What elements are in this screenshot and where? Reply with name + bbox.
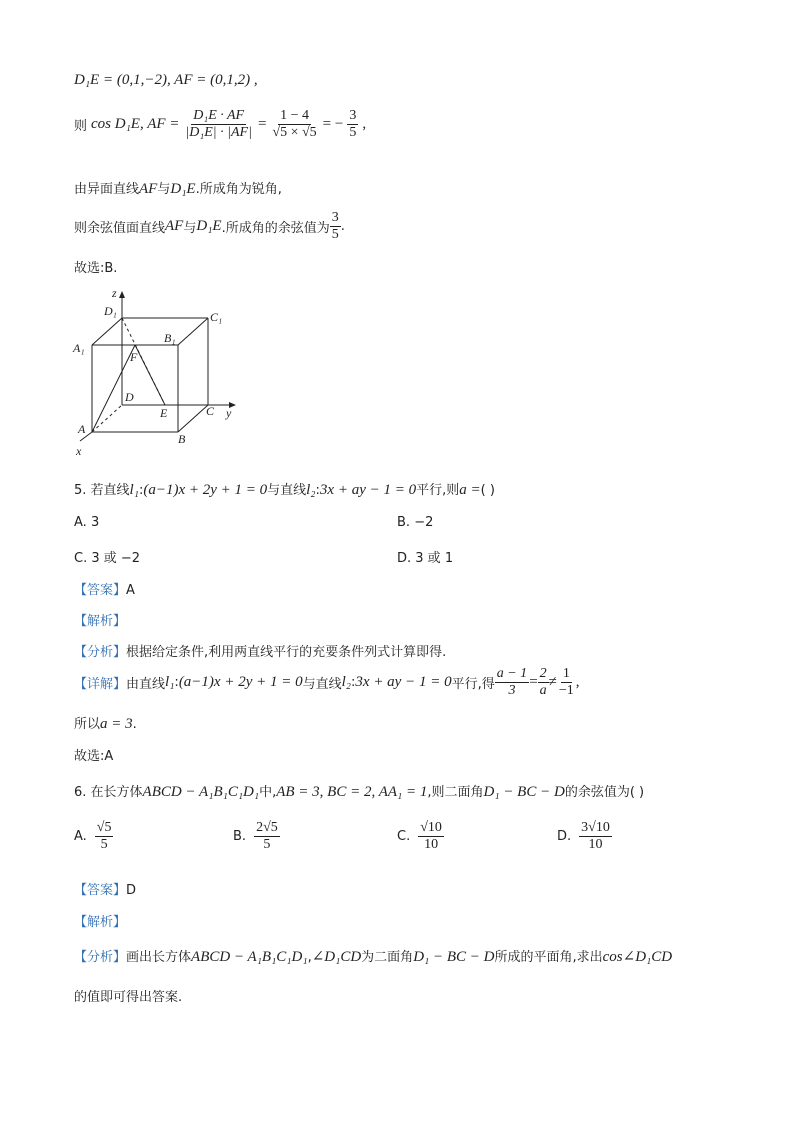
q5-option-a[interactable]	[74, 515, 99, 530]
q5-l2: l₂	[306, 482, 316, 498]
q5-frac3-den: −1	[558, 683, 574, 699]
segment-fe	[135, 345, 165, 405]
cos-label: cos D₁E, AF =	[91, 116, 180, 133]
q5-frac1	[495, 666, 529, 699]
q5-eq1: (a−1)x + 2y + 1 = 0	[143, 482, 268, 498]
q5-l1: l₁	[129, 482, 139, 498]
q5-stem	[74, 479, 495, 499]
q5-answer-tag: 【答案】	[74, 583, 127, 598]
label-a: A	[78, 422, 86, 436]
q6-option-d-fraction	[579, 820, 612, 853]
q6-solid: ABCD − A₁B₁C₁D₁	[142, 784, 260, 800]
q6-stem	[74, 781, 644, 801]
q6-fenxi	[74, 946, 672, 966]
q6-analysis-tag: 【解析】	[74, 915, 127, 930]
q6-fenxi-a: 画出长方体	[126, 950, 192, 965]
q6-option-a[interactable]	[74, 820, 113, 853]
q5-answer	[74, 579, 135, 598]
q5-frac1-num: a − 1	[495, 666, 529, 683]
q5-fenxi	[74, 641, 446, 660]
q6-option-c-letter: C.	[397, 829, 411, 845]
q6-option-c-num: √10	[418, 820, 444, 837]
cos-eq1: =	[257, 116, 267, 133]
q6-option-b-fraction	[254, 820, 280, 853]
q6-option-b[interactable]	[233, 820, 280, 853]
q5-detail-l2: l₂	[341, 674, 352, 691]
q6-option-a-fraction	[95, 820, 114, 853]
q5-option-d-letter: D.	[397, 551, 416, 566]
q5-detail-tag: 【详解】	[74, 677, 127, 693]
q6-option-a-num: √5	[95, 820, 114, 837]
q6-fenxi-d: 所成的平面角,求出	[494, 950, 603, 965]
q5-so-a: 所以	[74, 717, 101, 732]
edge-bc	[178, 405, 208, 432]
q6-stem-a: 6. 在长方体	[74, 785, 143, 800]
q5-stem-e: 平行,则	[416, 483, 460, 498]
line3-a: 由异面直线	[74, 182, 140, 197]
cos-res-den: 5	[349, 125, 357, 141]
line4-den: 5	[331, 227, 339, 243]
cos-den: √5 × √5	[272, 125, 317, 141]
q6-option-b-letter: B.	[233, 829, 247, 845]
q6-cond: AB = 3, BC = 2, AA₁ = 1	[276, 784, 428, 800]
q6-option-b-num: 2√5	[254, 820, 280, 837]
label-d1: D₁	[104, 304, 117, 318]
label-c: C	[206, 404, 215, 418]
q5-detail-b: :	[174, 675, 179, 691]
acute-angle-line	[74, 178, 282, 198]
q5-option-c-letter: C.	[74, 551, 92, 566]
line3-d1e: D₁E	[170, 181, 196, 197]
q6-option-c-fraction	[418, 820, 444, 853]
q5-detail-e: 平行,得	[451, 677, 495, 693]
cos-big-fraction	[183, 108, 254, 141]
edge-ad-hidden	[92, 405, 122, 432]
q5-frac2-den: a	[539, 683, 547, 699]
q6-fenxi-dihedral: D₁ − BC − D	[413, 949, 495, 965]
q5-stem-a: 5. 若直线	[74, 483, 130, 498]
q5-eq-sign: =	[529, 674, 538, 691]
q5-neq-sign: ≠	[548, 674, 557, 691]
cos-big-den: |D₁E| · |AF|	[185, 125, 252, 141]
q5-detail-a: 由直线	[126, 677, 166, 693]
q6-answer	[74, 879, 136, 898]
line3-c: 与	[157, 182, 171, 197]
q6-option-d-den: 10	[588, 837, 603, 853]
q6-option-c-den: 10	[424, 837, 439, 853]
q5-frac2	[538, 666, 549, 699]
q6-fenxi-tag: 【分析】	[74, 950, 127, 965]
line4-af: AF	[165, 218, 184, 235]
cos-formula-line	[74, 108, 366, 141]
line4-end: .	[340, 219, 345, 235]
q5-fenxi-text: 根据给定条件,利用两直线平行的充要条件列式计算即得.	[126, 645, 447, 660]
q5-frac3	[557, 666, 576, 699]
cos-res-num: 3	[347, 108, 358, 125]
cos-result-fraction	[347, 108, 358, 141]
label-a1: A₁	[73, 341, 85, 355]
line4-num: 3	[330, 210, 341, 227]
q6-angle: D₁ − BC − D	[483, 784, 565, 800]
q5-option-b[interactable]	[397, 515, 433, 530]
cosine-result-line	[74, 210, 345, 243]
q5-option-c-value: 3 或 −2	[91, 551, 141, 566]
q6-stem-b: 中,	[259, 785, 277, 800]
q5-eq2: 3x + ay − 1 = 0	[319, 482, 417, 498]
line3-af: AF	[139, 181, 158, 197]
cos-value-fraction	[270, 108, 318, 141]
q6-fenxi-angle: ∠D₁CD	[311, 949, 362, 965]
q5-stem-b: :	[138, 483, 144, 498]
q5-answer-value: A	[126, 583, 135, 598]
q6-option-a-letter: A.	[74, 829, 87, 845]
line3-e: .所成角为锐角,	[195, 182, 282, 197]
q5-fenxi-tag: 【分析】	[74, 645, 127, 660]
q6-option-d[interactable]	[557, 820, 612, 853]
edge-b1c1	[178, 318, 208, 345]
q6-answer-tag: 【答案】	[74, 883, 127, 898]
label-z: z	[112, 286, 117, 300]
q6-stem-d: 的余弦值为( )	[564, 785, 645, 800]
q6-fenxi-solid: ABCD − A₁B₁C₁D₁	[191, 949, 308, 965]
label-d: D	[125, 390, 134, 404]
q5-analysis-tag: 【解析】	[74, 614, 127, 629]
q5-option-b-letter: B.	[397, 515, 415, 530]
q5-a-var: a =	[459, 482, 481, 498]
q6-option-d-letter: D.	[557, 829, 572, 845]
q5-stem-c: 与直线	[267, 483, 307, 498]
q5-stem-d: :	[315, 483, 320, 498]
label-b1: B₁	[164, 331, 176, 345]
cube-figure	[70, 285, 250, 460]
label-e: E	[160, 406, 168, 420]
edge-a1d1	[92, 318, 122, 345]
q6-answer-value: D	[126, 883, 137, 898]
line4-e: .所成角的余弦值为	[221, 221, 330, 237]
segment-af	[92, 345, 135, 432]
cos-eq2: = −	[322, 116, 344, 133]
label-f: F	[130, 350, 138, 364]
line4-fraction	[330, 210, 341, 243]
label-c1: C₁	[210, 310, 223, 324]
q5-detail-c: 与直线	[302, 677, 342, 693]
q6-option-d-num: 3√10	[579, 820, 612, 837]
q5-detail	[74, 666, 580, 699]
q5-stem-f: ( )	[480, 483, 495, 498]
label-y: y	[226, 406, 232, 420]
label-b: B	[178, 432, 186, 446]
q5-option-a-letter: A.	[74, 515, 91, 530]
cos-tail: ,	[362, 116, 367, 133]
q5-option-d[interactable]	[397, 547, 453, 566]
q6-stem-c: ,则二面角	[427, 785, 484, 800]
cos-num: 1 − 4	[278, 108, 311, 125]
q6-fenxi-c: 为二面角	[361, 950, 414, 965]
z-arrow	[119, 291, 125, 298]
choice-b-line: 故选:B.	[74, 261, 118, 276]
label-x: x	[76, 444, 82, 458]
q5-so-eq: a = 3	[100, 716, 133, 732]
q6-option-c[interactable]	[397, 820, 444, 853]
q5-detail-eq2: 3x + ay − 1 = 0	[355, 674, 452, 691]
q5-detail-d: :	[351, 675, 356, 691]
q5-frac3-num: 1	[561, 666, 572, 683]
q6-fenxi-cos: cos∠D₁CD	[602, 949, 673, 965]
q5-frac1-den: 3	[508, 683, 516, 699]
q5-detail-tail: ,	[575, 674, 580, 691]
q6-option-a-den: 5	[100, 837, 108, 853]
vectors-line: D₁E = (0,1,−2), AF = (0,1,2) ,	[74, 72, 258, 88]
q5-detail-l1: l₁	[165, 674, 175, 691]
q5-detail-eq1: (a−1)x + 2y + 1 = 0	[178, 674, 303, 691]
cos-prefix: 则	[74, 119, 88, 135]
line4-d1e: D₁E	[196, 218, 222, 235]
q6-fenxi-line2: 的值即可得出答案.	[74, 990, 183, 1005]
q6-fenxi-b: ,	[307, 950, 312, 965]
q5-option-a-value: 3	[90, 515, 100, 530]
q5-option-d-value: 3 或 1	[415, 551, 454, 566]
line4-a: 则余弦值面直线	[74, 221, 166, 237]
q5-so-end: .	[132, 717, 137, 732]
q5-choice: 故选:A	[74, 749, 114, 764]
q5-option-c[interactable]	[74, 547, 140, 566]
cos-big-num: D₁E · AF	[191, 108, 246, 125]
q5-option-b-value: −2	[414, 515, 434, 530]
q5-conclusion	[74, 713, 137, 733]
line4-c: 与	[183, 221, 197, 237]
q6-option-b-den: 5	[263, 837, 271, 853]
q5-frac2-num: 2	[538, 666, 549, 683]
